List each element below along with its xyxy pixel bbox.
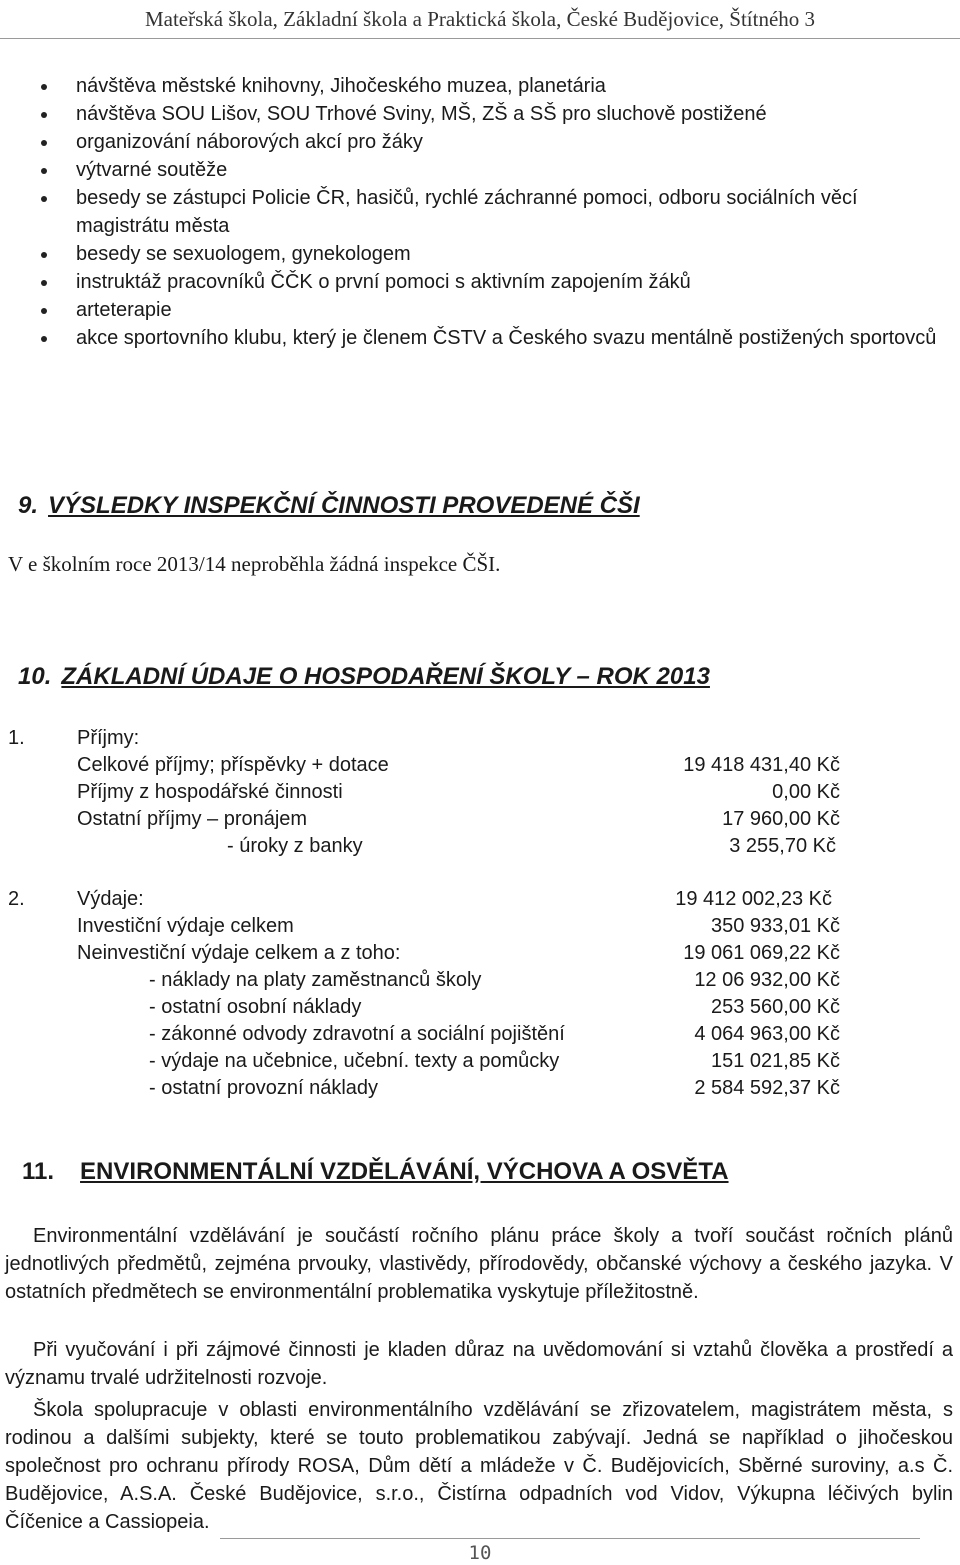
bullet-icon: [41, 308, 47, 314]
section-number: 11.: [22, 1158, 55, 1185]
expenses-block: [8, 886, 840, 1102]
list-item: organizování náborových akcí pro žáky: [0, 128, 960, 156]
row-label: - výdaje na učebnice, učební. texty a pomůcky: [149, 1050, 560, 1072]
section-title: ZÁKLADNÍ ÚDAJE O HOSPODAŘENÍ ŠKOLY – ROK 2013: [61, 663, 710, 690]
row-value: 17 960,00 Kč: [722, 808, 840, 830]
row-value: 4 064 963,00 Kč: [694, 1023, 840, 1045]
table-row: [8, 752, 840, 779]
section-9-heading: [18, 492, 640, 520]
row-label: - ostatní provozní náklady: [149, 1077, 379, 1099]
list-item: besedy se sexuologem, gynekologem: [0, 240, 960, 268]
table-row: [8, 967, 840, 994]
table-row: [8, 806, 840, 833]
section-title: VÝSLEDKY INSPEKČNÍ ČINNOSTI PROVEDENÉ ČŠI: [48, 492, 640, 519]
bullet-icon: [41, 140, 47, 146]
section-number: 9.: [18, 492, 39, 519]
row-value: 3 255,70 Kč: [729, 835, 836, 857]
paragraph: Škola spolupracuje v oblasti environmentálního vzdělávání se zřizovatelem, magistrátem města, s rodinou a dalšími subjekty, které se touto problematikou zabývají. Jedná se například o jihočeskou společnost pro ochranu přírody ROSA, Dům dětí a mládeže v Č. Budějovicích, Sběrné suroviny, a.s Č. Budějovice, A.S.A. České Budějovice, s.r.o., Čistírna odpadních vod Vidov, Výkupna léčivých bylin Číčenice a Cassiopeia.: [5, 1399, 953, 1533]
list-item: návštěva SOU Lišov, SOU Trhové Sviny, MŠ, ZŠ a SŠ pro sluchově postižené: [0, 100, 960, 128]
row-label: Investiční výdaje celkem: [77, 915, 294, 937]
page-header: Mateřská škola, Základní škola a Praktická škola, České Budějovice, Štítného 3: [0, 4, 960, 39]
expenses-index: 2.: [8, 888, 25, 910]
income-heading: Příjmy:: [77, 727, 140, 749]
activities-list: [0, 72, 960, 352]
table-row: [8, 1021, 840, 1048]
income-heading-row: [8, 725, 840, 752]
list-item: návštěva městské knihovny, Jihočeského muzea, planetária: [0, 72, 960, 100]
bullet-icon: [41, 168, 47, 174]
section-title: ENVIRONMENTÁLNÍ VZDĚLÁVÁNÍ, VÝCHOVA A OSVĚTA: [80, 1158, 729, 1185]
row-value: 12 06 932,00 Kč: [694, 969, 840, 991]
table-row: [8, 833, 840, 860]
paragraph: Environmentální vzdělávání je součástí ročního plánu práce školy a tvoří součást ročních plánů jednotlivých předmětů, zejména prvouky, vlastivědy, přírodovědy, občanské výchovy a českého jazyka. V ostatních předmětech se environmentální problematika vyskytuje příležitostně.: [5, 1225, 953, 1303]
page-number: 10: [468, 1542, 492, 1564]
section-10-heading: [18, 663, 710, 691]
row-value: 19 418 431,40 Kč: [683, 754, 840, 776]
list-item: výtvarné soutěže: [0, 156, 960, 184]
row-value: 151 021,85 Kč: [711, 1050, 840, 1072]
bullet-icon: [41, 112, 47, 118]
income-index: 1.: [8, 727, 25, 749]
row-label: - náklady na platy zaměstnanců školy: [149, 969, 482, 991]
expenses-heading: Výdaje:: [77, 888, 144, 910]
table-row: [8, 1075, 840, 1102]
bullet-icon: [41, 196, 47, 202]
row-label: Neinvestiční výdaje celkem a z toho:: [77, 942, 401, 964]
table-row: [8, 940, 840, 967]
row-label: Ostatní příjmy – pronájem: [77, 808, 308, 830]
row-label: - zákonné odvody zdravotní a sociální pojištění: [149, 1023, 565, 1045]
section-9-text: V e školním roce 2013/14 neproběhla žádná inspekce ČŠI.: [8, 552, 501, 576]
list-item: arteterapie: [0, 296, 960, 324]
row-value: 253 560,00 Kč: [711, 996, 840, 1018]
row-label: Příjmy z hospodářské činnosti: [77, 781, 343, 803]
footer-divider: [220, 1538, 920, 1539]
list-item: akce sportovního klubu, který je členem ČSTV a Českého svazu mentálně postižených sportovců: [0, 324, 960, 352]
table-row: [8, 913, 840, 940]
row-label: Celkové příjmy; příspěvky + dotace: [77, 754, 389, 776]
row-value: 2 584 592,37 Kč: [694, 1077, 840, 1099]
table-row: [8, 1048, 840, 1075]
row-value: 19 061 069,22 Kč: [683, 942, 840, 964]
income-block: [8, 725, 840, 860]
bullet-icon: [41, 84, 47, 90]
bullet-icon: [41, 252, 47, 258]
section-11-heading: [22, 1158, 729, 1186]
row-label: - úroky z banky: [227, 835, 363, 857]
paragraph: Při vyučování i při zájmové činnosti je kladen důraz na uvědomování si vztahů člověka a prostředí a významu trvalé udržitelnosti rozvoje.: [5, 1339, 953, 1389]
bullet-icon: [41, 336, 47, 342]
row-value: 0,00 Kč: [772, 781, 840, 803]
row-value: 350 933,01 Kč: [711, 915, 840, 937]
section-number: 10.: [18, 663, 52, 690]
expenses-heading-row: [8, 886, 840, 913]
row-label: - ostatní osobní náklady: [149, 996, 362, 1018]
expenses-total: 19 412 002,23 Kč: [675, 888, 832, 910]
bullet-icon: [41, 280, 47, 286]
list-item: instruktáž pracovníků ČČK o první pomoci s aktivním zapojením žáků: [0, 268, 960, 296]
table-row: [8, 994, 840, 1021]
list-item: besedy se zástupci Policie ČR, hasičů, rychlé záchranné pomoci, odboru sociálních věcí magistrátu města: [0, 184, 960, 240]
table-row: [8, 779, 840, 806]
